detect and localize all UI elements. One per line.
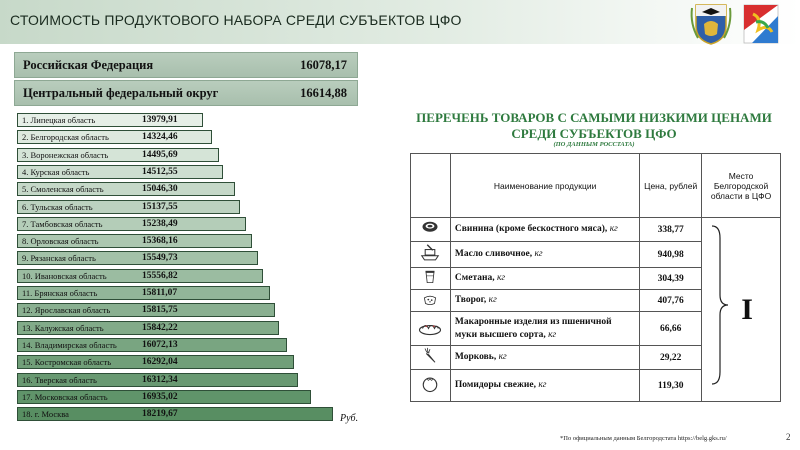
product-name-cell: [450, 242, 639, 268]
product-name: Масло сливочное,: [454, 249, 533, 259]
region-bar: [17, 407, 333, 421]
table-header-row: [411, 154, 781, 218]
header-icon-col: [411, 154, 451, 218]
product-name: Свинина (кроме бескостного мяса),: [454, 224, 608, 234]
region-name: 11. Брянская область: [22, 288, 98, 298]
region-name: 1. Липецкая область: [22, 115, 96, 125]
region-bar: [17, 338, 287, 352]
region-value: 16292,04: [142, 357, 178, 368]
list-subtitle: (ПО ДАННЫМ РОССТАТА): [553, 141, 635, 148]
region-bar: [17, 373, 298, 387]
region-bar: [17, 148, 219, 162]
meat-icon: [418, 218, 442, 238]
currency-note: Руб.: [340, 413, 359, 424]
region-bar: [17, 200, 240, 214]
product-unit: кг: [534, 249, 543, 259]
page-number: 2: [786, 432, 791, 442]
region-bar: [17, 251, 258, 265]
region-bar: [17, 269, 263, 283]
summary-russia-value: 16078,17: [300, 58, 347, 72]
region-value: 15238,49: [142, 218, 178, 229]
region-bar: [17, 165, 223, 179]
summary-russia: [14, 52, 358, 78]
pasta-icon: [418, 314, 442, 340]
summary-russia-label: Российская Федерация: [23, 58, 154, 72]
region-value: 14512,55: [142, 166, 178, 177]
region-value: 16072,13: [142, 339, 178, 350]
icon-cell: [411, 312, 451, 346]
region-name: 4. Курская область: [22, 166, 90, 177]
region-name: 9. Рязанская область: [22, 253, 96, 264]
region-name: 8. Орловская область: [22, 236, 99, 247]
region-bar: [17, 390, 311, 404]
region-value: 15137,55: [142, 201, 178, 212]
icon-cell: [411, 268, 451, 290]
place-value: I: [741, 292, 753, 326]
region-name: 17. Московская область: [22, 391, 108, 402]
region-bar: [17, 130, 212, 144]
product-price: 338,77: [640, 218, 702, 242]
product-unit: кг: [538, 380, 547, 390]
region-value: 15549,73: [142, 253, 178, 264]
tomato-icon: [418, 371, 442, 397]
icon-cell: [411, 290, 451, 312]
product-name: Сметана,: [454, 273, 495, 283]
region-value: 16312,34: [142, 374, 178, 385]
header-place: Место Белгородской области в ЦФО: [702, 154, 781, 218]
product-name-cell: [450, 268, 639, 290]
region-bar: [17, 286, 270, 300]
product-name: Творог,: [454, 295, 487, 305]
region-value: 14324,46: [142, 132, 178, 143]
brace-icon: [710, 224, 730, 386]
list-title: [404, 110, 784, 142]
region-value: 14495,69: [142, 149, 178, 160]
region-name: 3. Воронежская область: [22, 149, 109, 160]
region-bar: [17, 355, 294, 369]
region-name: 6. Тульская область: [22, 201, 93, 212]
sour-cream-icon: [418, 268, 442, 286]
list-title-line2: СРЕДИ СУБЪЕКТОВ ЦФО: [511, 126, 677, 141]
list-title-line1: ПЕРЕЧЕНЬ ТОВАРОВ С САМЫМИ НИЗКИМИ ЦЕНАМИ: [416, 110, 772, 125]
region-name: 18. г. Москва: [22, 409, 69, 420]
product-unit: кг: [498, 352, 507, 362]
region-name: 16. Тверская область: [22, 374, 97, 385]
region-name: 12. Ярославская область: [22, 305, 111, 316]
product-name: Помидоры свежие,: [454, 380, 536, 390]
icon-cell: [411, 346, 451, 370]
region-value: 15556,82: [142, 270, 178, 281]
region-name: 2. Белгородская область: [22, 132, 109, 143]
product-name-cell: [450, 312, 639, 346]
table-row: [411, 218, 781, 242]
product-name: Морковь,: [454, 352, 497, 362]
region-name: 14. Владимирская область: [22, 339, 117, 350]
product-unit: кг: [609, 224, 618, 234]
summary-cfo: [14, 80, 358, 106]
region-value: 13979,91: [142, 115, 178, 125]
products-table: [410, 153, 781, 402]
icon-cell: [411, 370, 451, 402]
icon-cell: [411, 218, 451, 242]
product-name-cell: [450, 346, 639, 370]
product-price: 407,76: [640, 290, 702, 312]
product-price: 940,98: [640, 242, 702, 268]
region-value: 15811,07: [142, 288, 178, 298]
product-price: 119,30: [640, 370, 702, 402]
region-name: 7. Тамбовская область: [22, 218, 103, 229]
region-bar: [17, 113, 203, 127]
region-value: 16935,02: [142, 391, 178, 402]
product-name-cell: [450, 218, 639, 242]
product-price: 29,22: [640, 346, 702, 370]
region-value: 15368,16: [142, 236, 178, 247]
belgorod-flag-emblem-icon: [738, 2, 784, 46]
product-unit: кг: [488, 295, 497, 305]
belgorod-coat-of-arms-icon: [688, 2, 734, 46]
product-name: Макаронные изделия из пшеничной муки высшего сорта,: [454, 316, 612, 340]
product-price: 66,66: [640, 312, 702, 346]
region-bar: [17, 303, 275, 317]
region-name: 10. Ивановская область: [22, 270, 107, 281]
region-name: 15. Костромская область: [22, 357, 112, 368]
product-unit: кг: [496, 273, 506, 283]
region-bar: [17, 217, 246, 231]
region-value: 15046,30: [142, 184, 178, 195]
region-value: 15842,22: [142, 322, 178, 333]
cottage-cheese-icon: [418, 290, 442, 308]
product-name-cell: [450, 290, 639, 312]
icon-cell: [411, 242, 451, 268]
header-price: Цена, рублей: [640, 154, 702, 218]
region-name: 5. Смоленская область: [22, 184, 104, 195]
region-bar: [17, 321, 279, 335]
region-value: 18219,67: [142, 409, 178, 420]
summary-cfo-value: 16614,88: [300, 86, 347, 100]
region-bar: [17, 234, 252, 248]
region-name: 13. Калужская область: [22, 322, 104, 333]
product-price: 304,39: [640, 268, 702, 290]
product-name-cell: [450, 370, 639, 402]
summary-cfo-label: Центральный федеральный округ: [23, 86, 219, 100]
place-cell: [702, 218, 781, 402]
region-bar: [17, 182, 235, 196]
region-value: 15815,75: [142, 305, 178, 316]
footnote: *По официальным данным Белгородстата https://belg.gks.ru/: [560, 435, 727, 442]
page-title: СТОИМОСТЬ ПРОДУКТОВОГО НАБОРА СРЕДИ СУБЪЕКТОВ ЦФО: [10, 12, 462, 28]
carrot-icon: [418, 346, 442, 366]
product-unit: кг: [548, 329, 557, 340]
butter-icon: [418, 242, 442, 264]
header-name: Наименование продукции: [450, 154, 639, 218]
